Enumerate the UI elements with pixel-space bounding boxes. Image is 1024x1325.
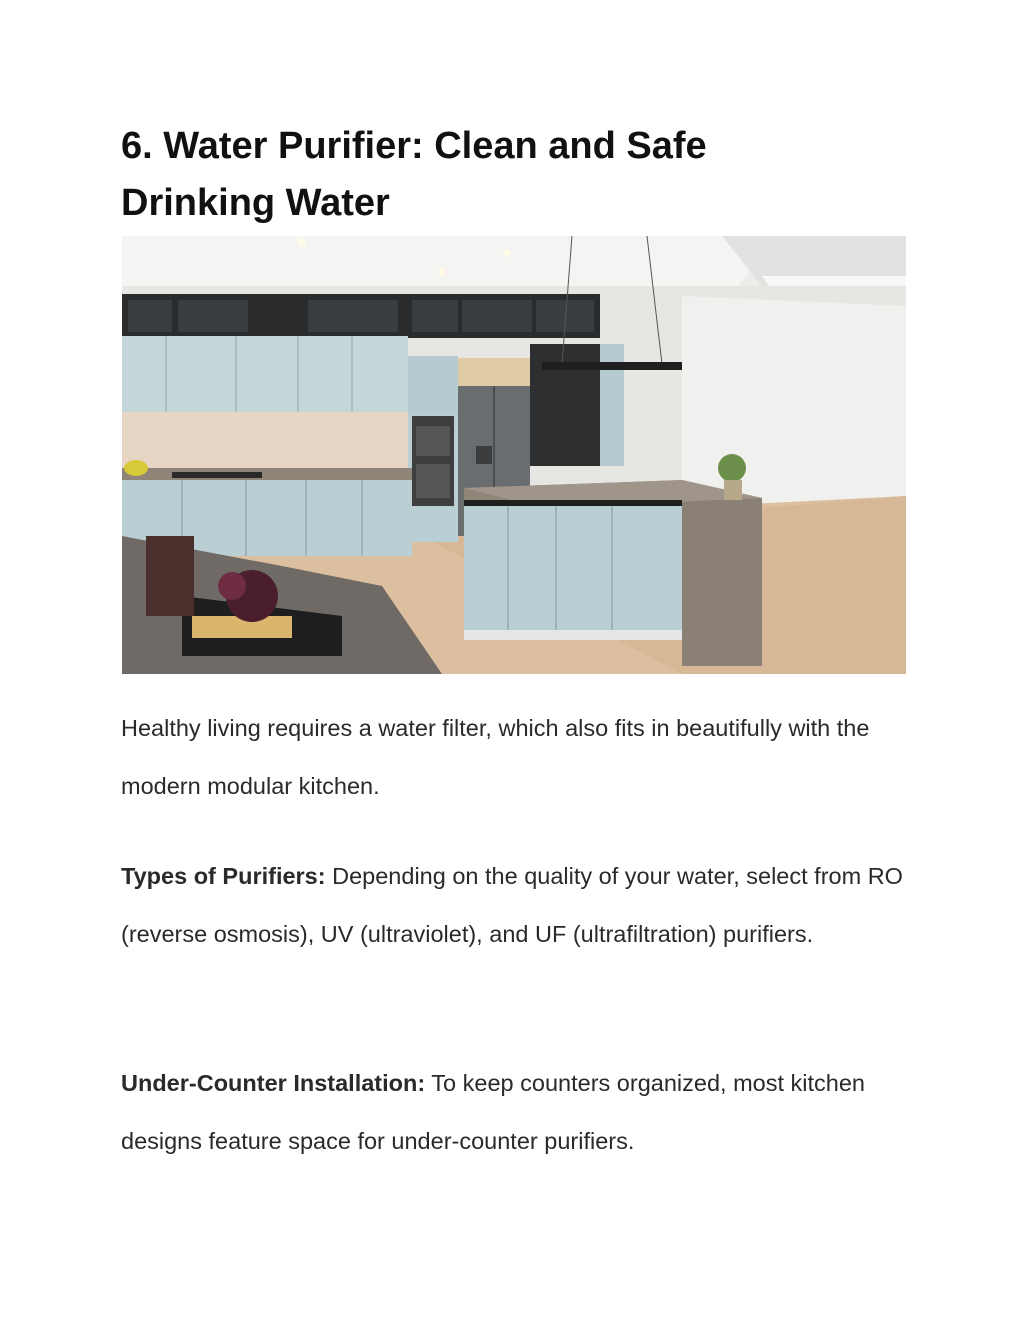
under-counter-paragraph [121, 1054, 921, 1170]
under-counter-text: To keep counters organized, most kitchen designs feature space for under-counter purifiers. [121, 1070, 865, 1154]
page-title-line-1: 6. Water Purifier: Clean and Safe [121, 125, 707, 167]
under-counter-label: Under-Counter Installation: [121, 1070, 426, 1096]
purifier-types-text: Depending on the quality of your water, select from RO (reverse osmosis), UV (ultraviolet), and UF (ultrafiltration) purifiers. [121, 863, 903, 947]
purifier-types-label: Types of Purifiers: [121, 863, 326, 889]
page-title [121, 118, 921, 232]
intro-text: Healthy living requires a water filter, which also fits in beautifully with the modern modular kitchen. [121, 715, 870, 799]
purifier-types-paragraph [121, 847, 921, 963]
page-title-line-2: Drinking Water [121, 182, 390, 224]
intro-paragraph [121, 699, 921, 815]
kitchen-photo [122, 236, 906, 674]
